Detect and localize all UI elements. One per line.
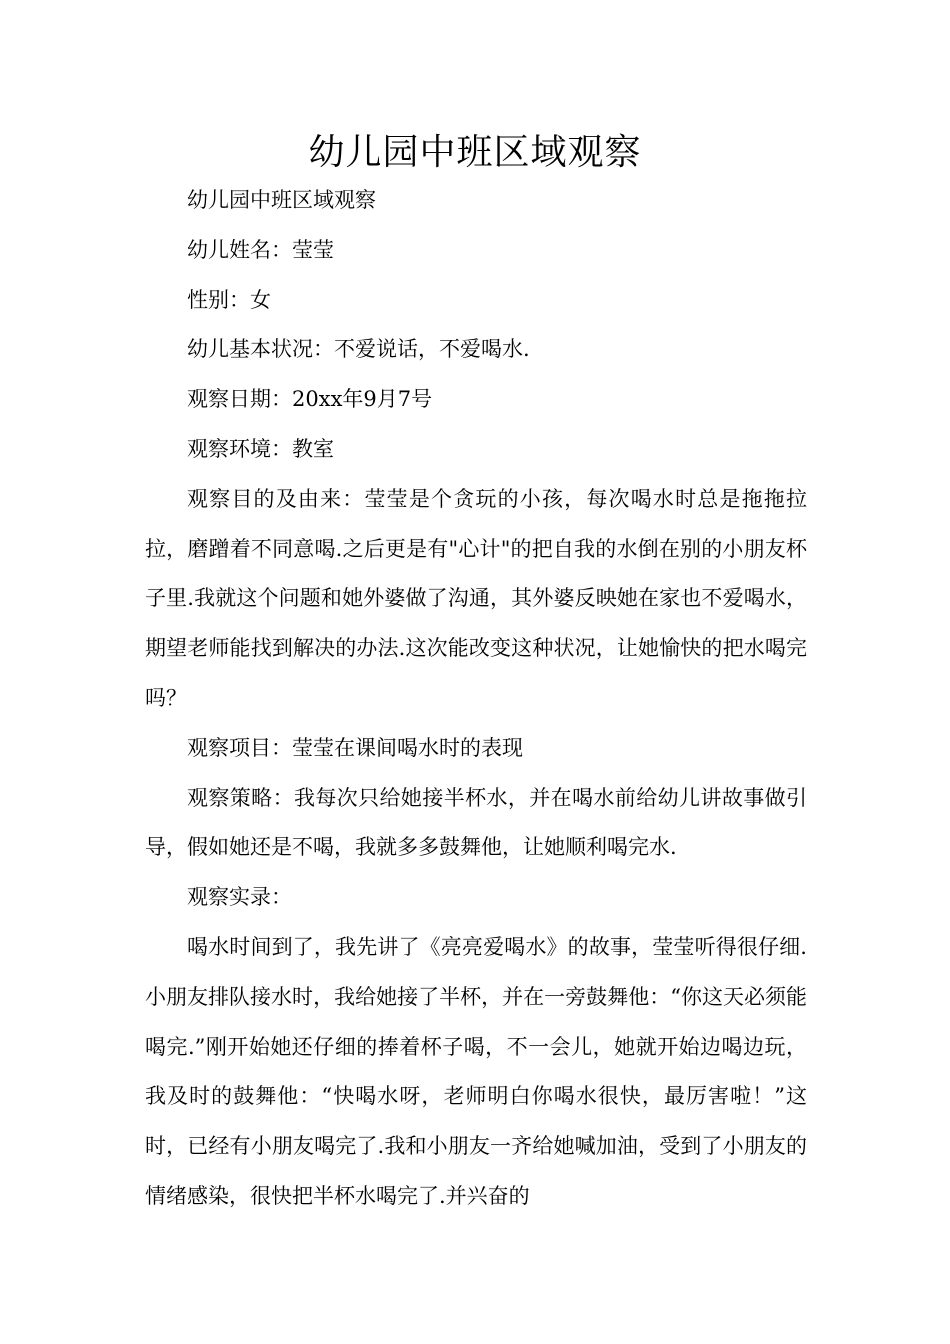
- paragraph-basic-status: 幼儿基本状况：不爱说话，不爱喝水.: [187, 337, 530, 362]
- paragraph-record-body: 喝水时间到了，我先讲了《亮亮爱喝水》的故事，莹莹听得很仔细.小朋友排队接水时，我给她接了半杯，并在一旁鼓舞他：“你这天必须能喝完.”刚开始她还仔细的捧着杯子喝，不一会儿，她就开始边喝边玩，我及时的鼓舞他：“快喝水呀，老师明白你喝水很快，最厉害啦！”这时，已经有小朋友喝完了.我和小朋友一齐给她喊加油，受到了小朋友的情绪感染，很快把半杯水喝完了.并兴奋的: [145, 934, 807, 1208]
- document-body: [145, 176, 807, 1222]
- paragraph-strategy: 观察策略：我每次只给她接半杯水，并在喝水前给幼儿讲故事做引导，假如她还是不喝，我就多多鼓舞他，让她顺利喝完水.: [145, 785, 807, 860]
- paragraph-gender: 性别：女: [187, 287, 271, 312]
- paragraph-observation-environment: 观察环境：教室: [187, 436, 334, 461]
- paragraph-subtitle: 幼儿园中班区域观察: [187, 188, 376, 212]
- paragraph-purpose: 观察目的及由来：莹莹是个贪玩的小孩，每次喝水时总是拖拖拉拉，磨蹭着不同意喝.之后更是有"心计"的把自我的水倒在别的小朋友杯子里.我就这个问题和她外婆做了沟通，其外婆反映她在家也不爱喝水，期望老师能找到解决的办法.这次能改变这种状况，让她愉快的把水喝完吗？: [145, 486, 807, 710]
- document-title: 幼儿园中班区域观察: [308, 132, 642, 173]
- paragraph-observation-date: 观察日期：20xx年9月7号: [187, 387, 433, 412]
- paragraph-child-name: 幼儿姓名：莹莹: [187, 237, 334, 262]
- paragraph-observation-item: 观察项目：莹莹在课间喝水时的表现: [187, 735, 523, 760]
- paragraph-record-heading: 观察实录：: [187, 885, 292, 910]
